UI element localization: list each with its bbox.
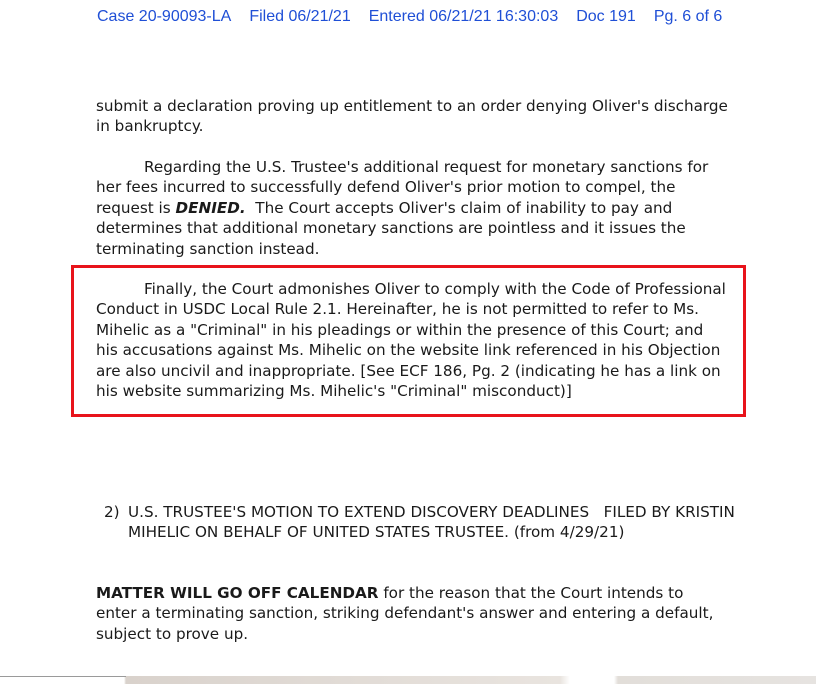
entered-date: Entered 06/21/21 16:30:03 — [368, 8, 559, 25]
page-number: Pg. 6 of 6 — [653, 8, 723, 25]
page-edge-line — [0, 676, 126, 677]
agenda-item-2 — [104, 502, 744, 543]
paragraph-discharge: submit a declaration proving up entitlement to an order denying Oliver's discharge in bankruptcy. — [96, 97, 728, 136]
paragraph-off-calendar — [96, 583, 726, 644]
item-text: U.S. TRUSTEE'S MOTION TO EXTEND DISCOVERY DEADLINES FILED BY KRISTIN MIHELIC ON BEHALF OF UNITED STATES TRUSTEE. (from 4/29/21) — [128, 503, 740, 542]
page-header — [97, 8, 722, 26]
denied-emphasis: DENIED. — [175, 198, 246, 217]
sanctions-text-before: Regarding the U.S. Trustee's additional request for monetary sanctions for her fees incurred to successfully defend Oliver's prior motion to compel, the request is — [96, 158, 709, 217]
off-calendar-heading: MATTER WILL GO OFF CALENDAR — [96, 584, 379, 602]
page-bottom-edge — [0, 676, 816, 684]
filed-date: Filed 06/21/21 — [249, 8, 351, 25]
doc-number: Doc 191 — [576, 8, 636, 25]
paragraph-monetary-sanctions — [96, 157, 736, 259]
paragraph-admonishment: Finally, the Court admonishes Oliver to comply with the Code of Professional Conduct in USDC Local Rule 2.1. Hereinafter, he is not permitted to refer to Ms. Mihelic as a "Criminal" in his pleadings or within the presence of this Court; and his accusations against Ms. Mihelic on the website link referenced in his Objection are also uncivil and inappropriate. [See ECF 186, Pg. 2 (indicating he has a link on his website summarizing Ms. Mihelic's "Criminal" misconduct)] — [96, 280, 726, 401]
item-number: 2) — [104, 503, 120, 521]
case-number: Case 20-90093-LA — [97, 8, 232, 25]
off-calendar-text: for the reason that the Court intends to enter a terminating sanction, striking defendant's answer and entering a default, subject to prove up. — [96, 584, 714, 643]
sanctions-text-after: The Court accepts Oliver's claim of inability to pay and determines that additional monetary sanctions are pointless and it issues the terminating sanction instead. — [96, 198, 691, 258]
